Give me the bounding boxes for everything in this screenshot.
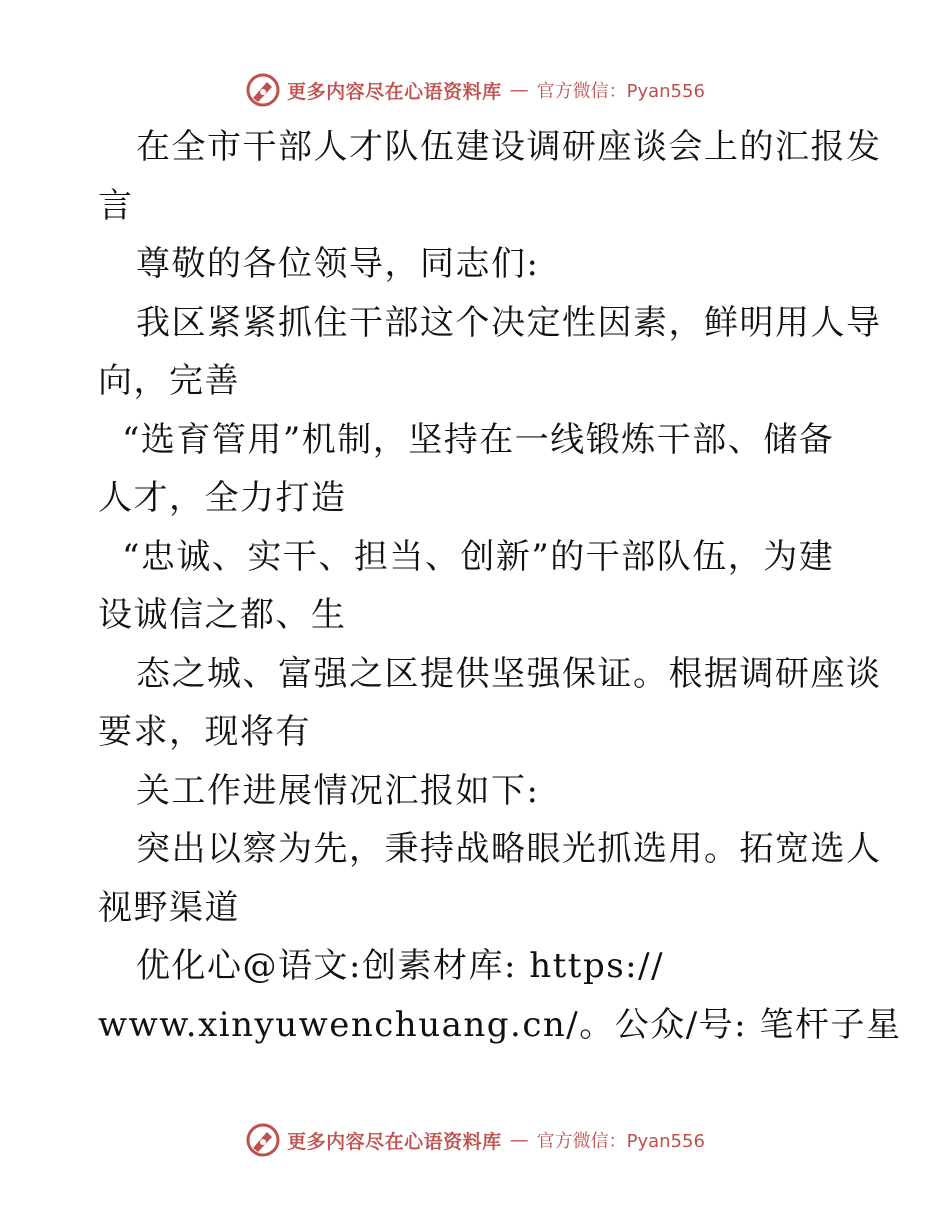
paragraph-line: 视野渠道 [98, 887, 240, 928]
pen-logo-icon [245, 1122, 281, 1158]
footer-banner [0, 1120, 950, 1160]
header-banner [0, 70, 950, 110]
paragraph-line: 优化心@语文:创素材库: https:// [136, 946, 665, 986]
banner-wechat: 官方微信：Pyan556 [536, 1131, 705, 1152]
paragraph-line: 人才，全力打造 [98, 478, 347, 518]
paragraph-line: 关工作进展情况汇报如下: [136, 770, 540, 811]
document-body [98, 118, 902, 1054]
paragraph-line: “选育管用”机制，坚持在一线锻炼干部、储备 [122, 419, 835, 460]
banner-dash: — [509, 79, 529, 101]
paragraph-line: “忠诚、实干、担当、创新”的干部队伍，为建 [122, 536, 835, 577]
paragraph-line: 要求，现将有 [98, 712, 311, 752]
paragraph-line: www.xinyuwenchuang.cn/。公众/号: 笔杆子星 [98, 1004, 902, 1045]
paragraph-line: 突出以察为先，秉持战略眼光抓选用。拓宽选人 [136, 829, 882, 869]
title-line-2: 言 [98, 185, 134, 226]
banner-wechat: 官方微信：Pyan556 [536, 81, 705, 102]
paragraph-line: 设诚信之都、生 [98, 595, 347, 635]
salutation: 尊敬的各位领导，同志们: [136, 244, 540, 284]
banner-text: 更多内容尽在心语资料库 [287, 1130, 502, 1153]
banner-text: 更多内容尽在心语资料库 [287, 80, 502, 103]
paragraph-line: 我区紧紧抓住干部这个决定性因素，鲜明用人导 [136, 302, 882, 343]
paragraph-line: 态之城、富强之区提供坚强保证。根据调研座谈 [136, 653, 882, 694]
pen-logo-icon [245, 72, 281, 108]
paragraph-line: 向，完善 [98, 361, 240, 401]
banner-dash: — [509, 1129, 529, 1151]
title-line-1: 在全市干部人才队伍建设调研座谈会上的汇报发 [136, 127, 882, 167]
